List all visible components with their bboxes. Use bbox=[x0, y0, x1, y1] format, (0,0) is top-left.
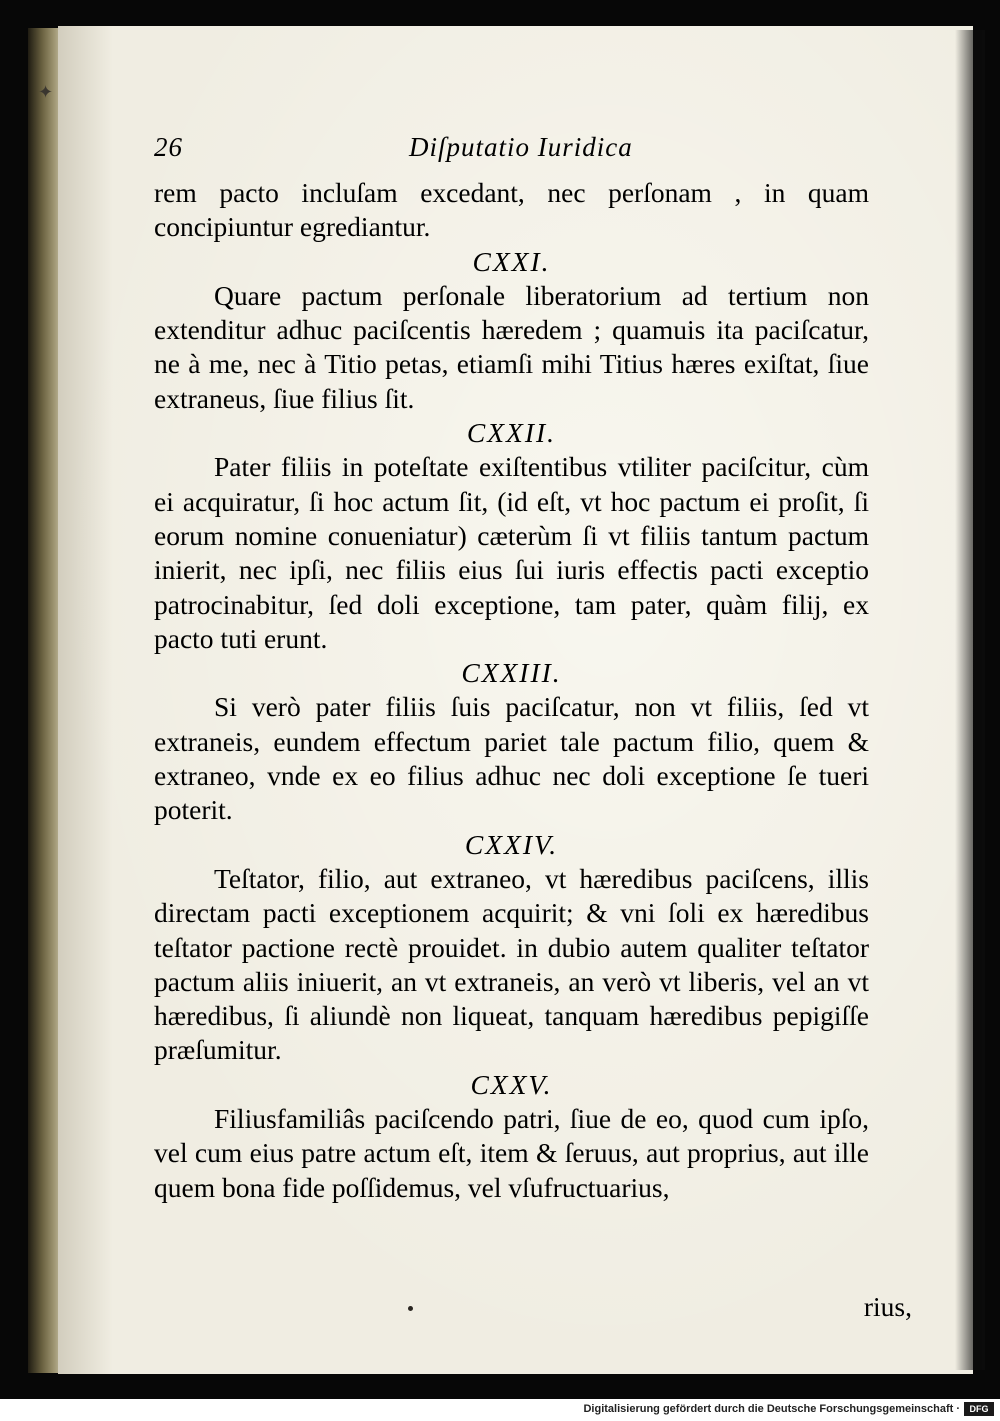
page-number: 26 bbox=[154, 132, 183, 162]
page-shadow bbox=[955, 30, 985, 1370]
section-heading: CXXIV. bbox=[464, 828, 559, 860]
section-heading: CXXI. bbox=[472, 245, 551, 277]
digitization-credit: Digitalisierung gefördert durch die Deutsche Forschungsgemeinschaft · bbox=[583, 1403, 960, 1415]
paragraph: Si verò pater filiis ſuis paciſcatur, non vt filiis, ſed vt extraneis, eundem effectum pariet tale pactum filio, quem & extraneo, vnde ex eo filius adhuc nec doli exceptione ſe tueri poterit. bbox=[154, 691, 869, 826]
section-heading: CXXIII. bbox=[461, 657, 562, 689]
running-head bbox=[154, 132, 914, 176]
margin-mark-icon: ✦ bbox=[38, 82, 54, 103]
page-body bbox=[154, 176, 869, 1205]
paragraph: Filiusfamiliâs paciſcendo patri, ſiue de eo, quod cum ipſo, vel cum eius patre actum eſt, item & ſeruus, aut proprius, aut ille quem bona fide poſſidemus, vel vſufructuarius, bbox=[154, 1103, 869, 1203]
running-title: Diſputatio Iuridica bbox=[409, 132, 633, 162]
dfg-logo: DFG bbox=[964, 1402, 994, 1416]
paragraph: rem pacto incluſam excedant, nec perſonam , in quam concipiuntur egrediantur. bbox=[154, 177, 869, 243]
digitization-credit-bar bbox=[0, 1399, 1000, 1421]
paragraph: Quare pactum perſonale liberatorium ad tertium non extenditur adhuc paciſcentis hæredem ; quamuis ita paciſcatur, ne à me, nec à Titio petas, etiamſi mihi Titius hæres exiſtat, ſiue extraneus, ſiue filius ſit. bbox=[154, 279, 869, 414]
book-gutter bbox=[28, 28, 60, 1373]
ink-dot bbox=[408, 1306, 413, 1311]
section-heading: CXXII. bbox=[466, 417, 557, 449]
paragraph: Pater filiis in poteſtate exiſtentibus vtiliter paciſcitur, cùm ei acquiratur, ſi hoc actum ſit, (id eſt, vt hoc pactum ei proſit, ſi eorum nomine conueniatur) cæterùm ſi vt filiis tantum pactum inierit, nec ipſi, nec filiis eius ſui iuris effectis pacti exceptio patrocinabitur, ſed doli exceptione, tam pater, quàm filij, ex pacto tuti erunt. bbox=[154, 451, 869, 654]
catchword: rius, bbox=[863, 1291, 912, 1322]
section-heading: CXXV. bbox=[470, 1068, 553, 1100]
paragraph: Teſtator, filio, aut extraneo, vt hæredibus paciſcens, illis directam pacti exceptionem acquirit; & vni ſoli ex hæredibus teſtator pactione rectè prouidet. in dubio autem qualiter teſtator pactum aliis iniuerit, an vt extraneis, an verò vt liberis, vel an vt hæredibus, ſi aliundè non liqueat, tanquam hæredibus pepigiſſe præſumitur. bbox=[154, 862, 869, 1066]
